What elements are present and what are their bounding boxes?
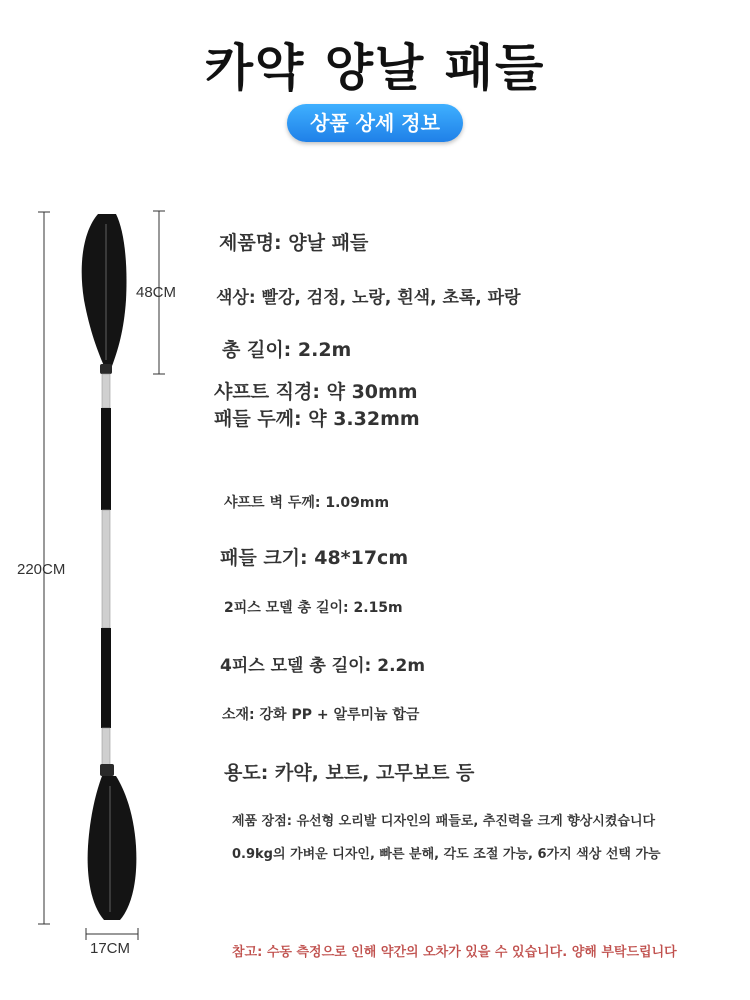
paddle-shaft [101,374,111,766]
spec-2piece-length: 2피스 모델 총 길이: 2.15m [224,600,403,616]
blade-length-label: 48CM [136,284,177,301]
detail-badge: 상품 상세 정보 [287,104,463,142]
spec-blade-size: 패들 크기: 48*17cm [220,547,409,569]
spec-advantage: 제품 장점: 유선형 오리발 디자인의 패들로, 추진력을 크게 향상시켰습니다 [232,814,656,829]
spec-shaft-wall: 샤프트 벽 두께: 1.09mm [224,495,390,511]
spec-usage: 용도: 카약, 보트, 고무보트 등 [224,762,475,784]
total-length-label: 220CM [17,561,66,578]
page-title: 카약 양날 패들 [204,39,546,97]
bottom-blade [88,764,137,920]
spec-total-length: 총 길이: 2.2m [222,339,352,361]
blade-width-label: 17CM [90,940,131,957]
spec-shaft-diameter: 샤프트 직경: 약 30mm [214,381,418,403]
top-blade [82,214,127,374]
spec-4piece-length: 4피스 모델 총 길이: 2.2m [220,656,426,676]
spec-material: 소재: 강화 PP + 알루미늄 합금 [222,707,420,723]
spec-product-name: 제품명: 양날 패들 [219,232,369,254]
spec-features: 0.9kg의 가벼운 디자인, 빠른 분해, 각도 조절 가능, 6가지 색상 선택 가능 [232,847,661,862]
spec-colors: 색상: 빨강, 검정, 노랑, 흰색, 초록, 파랑 [216,288,521,308]
spec-blade-thickness: 패들 두께: 약 3.32mm [214,408,420,430]
blade-width-dimension-line [86,928,138,940]
measurement-note: 참고: 수동 측정으로 인해 약간의 오차가 있을 수 있습니다. 양해 부탁드립니다 [232,945,677,960]
